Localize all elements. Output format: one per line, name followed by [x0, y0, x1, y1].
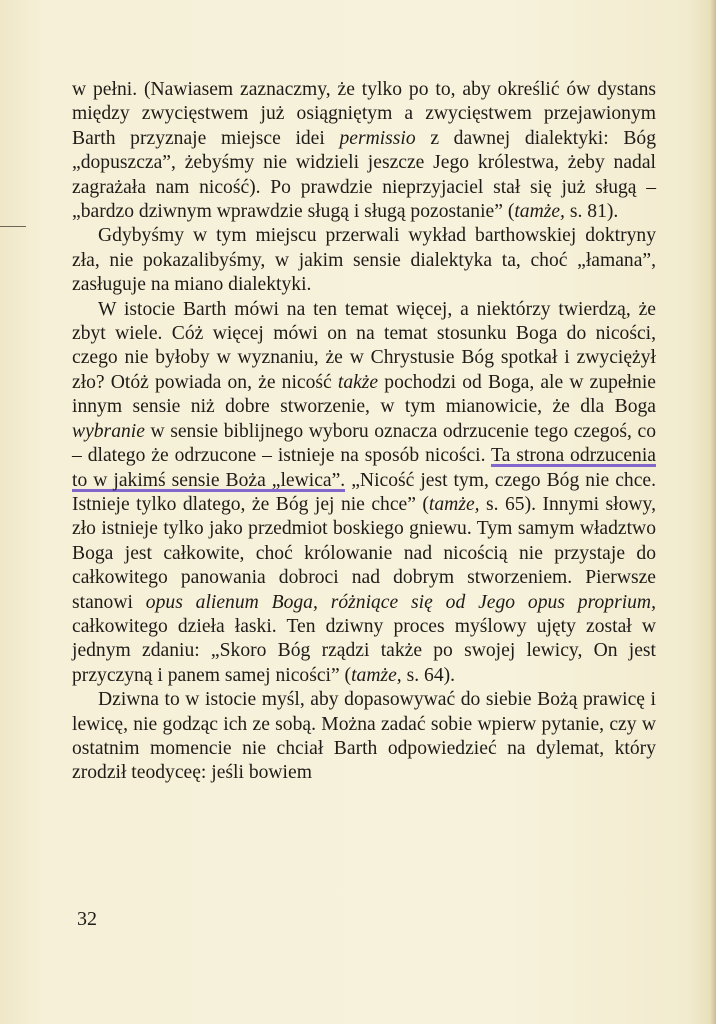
text-run: s. 65). Innymi słowy, zło istnieje tylko jako przedmiot boskiego gniewu. Tym samym władztwo Boga jest całkowite, choć królowanie nad nicością nie przystaje do całkowitego panowania dobroci nad dobrym stworzeniem. Pierwsze stanowi — [72, 493, 656, 613]
italic-text: tamże, — [428, 493, 480, 515]
italic-text: wybranie — [72, 420, 145, 442]
paragraph — [72, 78, 656, 224]
italic-text: także — [337, 371, 379, 393]
text-run: „Nicość jest tym, czego Bóg nie chce. Istnieje tylko dlatego, że Bóg jej nie chce” ( — [72, 469, 656, 515]
text-run: w pełni. (Nawiasem zaznaczmy, że tylko po to, aby określić ów dystans między zwycięstwem już osiągniętym a zwycięstwem przejawionym Barth przyznaje miejsce idei — [72, 79, 656, 149]
italic-text: permissio — [339, 127, 416, 149]
paragraph — [72, 688, 656, 786]
italic-text: tamże, — [351, 664, 402, 686]
text-run: s. 64). — [401, 664, 456, 686]
italic-text: tamże, — [514, 201, 565, 223]
text-run: Dziwna to w istocie myśl, aby dopasowywać do siebie Bożą prawicę i lewicę, nie godząc ich ze sobą. Można zadać sobie wpierw pytanie, czy w ostatnim momencie nie chciał Barth odpowiedzieć na dylemat, który zrodził teodyceę: jeśli bowiem — [72, 689, 656, 784]
text-run: W istocie Barth mówi na ten temat więcej, a niektórzy twierdzą, że zbyt wiele. Cóż więcej mówi on na temat stosunku Boga do nicości, czego nie byłoby w wyznaniu, że w Chrystusie Bóg spotkał i zwyciężył zło? Otóż powiada on, że nicość — [72, 298, 656, 393]
page-number: 32 — [77, 908, 97, 930]
text-run: w sensie biblijnego wyboru oznacza odrzucenie tego czegoś, co – dlatego że odrzucone – istnieje na sposób nicości. — [72, 420, 656, 467]
paragraph — [72, 224, 656, 297]
text-run: z dawnej dialektyki: Bóg „dopuszcza”, żebyśmy nie widzieli jeszcze Jego królestwa, żeby nadal zagrażała nam nicość). Po prawdzie nieprzyjaciel stał się już sługą – „bardzo dziwnym wprawdzie sługą i sługą pozostanie” ( — [72, 127, 656, 223]
text-run: całkowitego dzieła łaski. Ten dziwny proces myślowy ujęty został w jednym zdaniu: „Skoro Bóg rządzi także po swojej lewicy, On jest przyczyną i panem samej nicości” ( — [72, 615, 656, 686]
italic-text: opus alienum Boga, różniące się od Jego opus proprium, — [145, 591, 656, 613]
text-run: Gdybyśmy w tym miejscu przerwali wykład barthowskiej doktryny zła, nie pokazalibyśmy, w jakim sensie dialektyka ta, choć „łamana”, zasługuje na miano dialektyki. — [72, 225, 656, 296]
highlighted-text: Ta strona odrzucenia to w jakimś sensie Boża „lewica”. — [72, 445, 656, 491]
page-edge-shadow — [710, 0, 716, 1024]
body-text — [72, 78, 656, 786]
text-run: s. 81). — [564, 201, 619, 223]
text-run: pochodzi od Boga, ale w zupełnie innym sensie niż dobre stworzenie, w tym mianowicie, że dla Boga — [72, 371, 656, 418]
margin-mark — [0, 226, 26, 227]
paragraph — [72, 298, 656, 689]
